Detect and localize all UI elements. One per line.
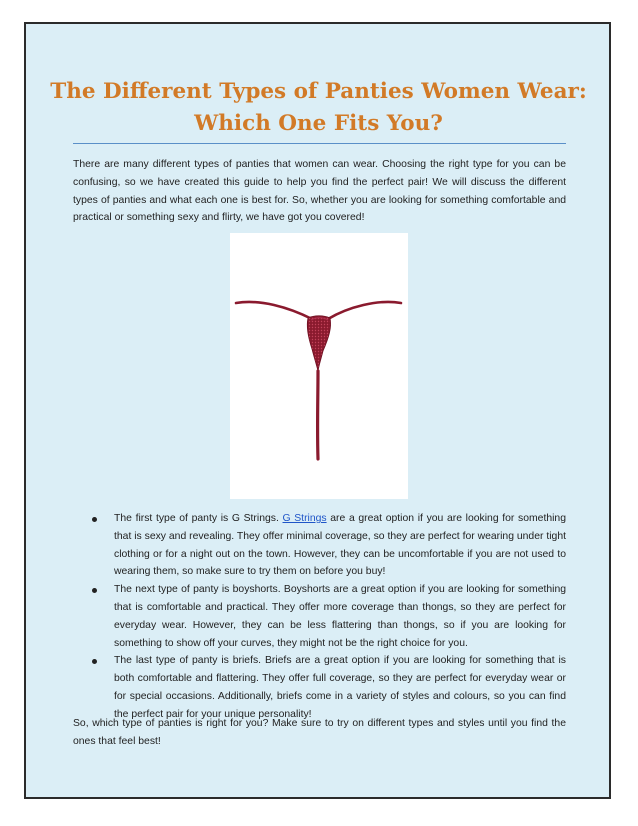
title-underline: [73, 143, 566, 144]
g-strings-link[interactable]: G Strings: [282, 513, 327, 524]
briefs-text: The last type of panty is briefs. Briefs are a great option if you are looking for something that is both comfortable and flattering. They offer full coverage, so they are perfect for everyday wear or for special occasions. Additionally, briefs come in a variety of styles and colours, so you can find the perfect pair for your unique personality!: [114, 655, 566, 720]
intro-paragraph: There are many different types of panties that women can wear. Choosing the right type for you can be confusing, so we have created this guide to help you find the perfect pair! We will discuss the different types of panties and what each one is best for. So, whether you are looking for something comfortable and practical or something sexy and flirty, we have got you covered!: [73, 159, 566, 224]
list-item-g-strings: [89, 510, 566, 581]
panty-types-list: [89, 510, 566, 724]
bullet-icon: [92, 659, 97, 664]
bullet-icon: [92, 517, 97, 522]
g-strings-text-end: are a great option if you are looking for something that is sexy and revealing. They offer minimal coverage, so they are perfect for wearing under tight clothing or for a night out on the town. However, they can be uncomfortable if you are not used to wearing them, so make sure to try them on before you buy!: [114, 513, 566, 578]
page-title: The Different Types of Panties Women Wear: Which One Fits You?: [50, 79, 587, 136]
boyshorts-text: The next type of panty is boyshorts. Boyshorts are a great option if you are looking for something that is comfortable and practical. They offer more coverage than thongs, so they are perfect for everyday wear. However, they can be less flattering than thongs, so if you are looking for something to show off your curves, they might not be the right choice for you.: [114, 584, 566, 649]
product-image: [230, 233, 408, 499]
conclusion-paragraph: So, which type of panties is right for you? Make sure to try on different types and styles until you find the ones that feel best!: [73, 718, 566, 747]
bullet-icon: [92, 588, 97, 593]
g-strings-text-start: The first type of panty is G Strings.: [114, 513, 283, 524]
list-item-briefs: [89, 652, 566, 723]
g-string-icon: [230, 233, 408, 499]
list-item-boyshorts: [89, 581, 566, 652]
